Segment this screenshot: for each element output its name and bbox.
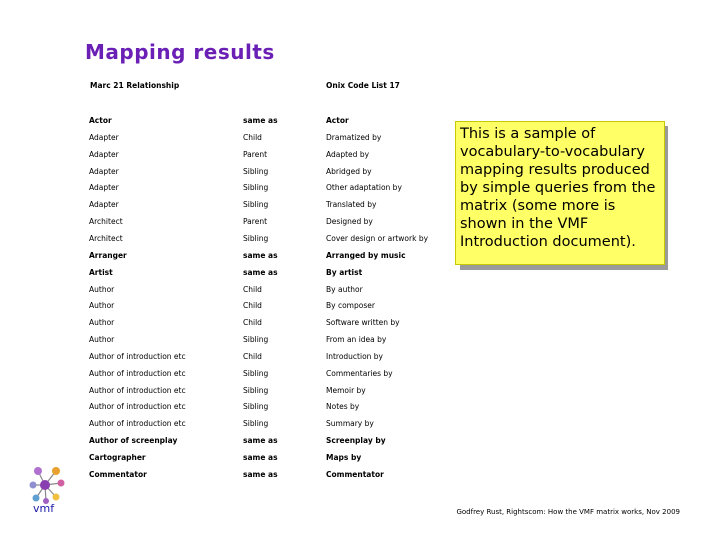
marc21-relationship-cell: Author of introduction etc — [89, 385, 186, 395]
relation-type-cell: same as — [243, 469, 278, 479]
marc21-relationship-cell: Arranger — [89, 250, 127, 260]
marc21-relationship-cell: Adapter — [89, 166, 119, 176]
marc21-relationship-cell: Author — [89, 335, 115, 345]
relation-type-cell: same as — [243, 436, 278, 446]
relation-type-cell: Child — [243, 351, 262, 361]
onix-code-cell: Maps by — [326, 453, 362, 462]
onix-code-cell: Commentaries by — [326, 368, 393, 378]
column-header-onix: Onix Code List 17 — [326, 81, 400, 90]
column-header-marc21: Marc 21 Relationship — [90, 81, 180, 90]
relation-type-cell: Parent — [243, 149, 268, 159]
relation-type-cell: Child — [243, 318, 262, 328]
onix-code-cell: Actor — [326, 116, 349, 125]
onix-code-cell: Introduction by — [326, 351, 384, 361]
onix-code-cell: By artist — [326, 267, 363, 277]
onix-code-cell: Designed by — [326, 217, 373, 227]
marc21-relationship-cell: Author of introduction etc — [89, 419, 186, 429]
onix-code-cell: Summary by — [326, 419, 374, 429]
marc21-relationship-cell: Author of introduction etc — [89, 351, 186, 361]
marc21-relationship-cell: Architect — [89, 217, 123, 227]
marc21-relationship-cell: Author of introduction etc — [89, 402, 186, 412]
onix-code-cell: Dramatized by — [326, 132, 382, 142]
onix-code-cell: From an idea by — [326, 335, 387, 345]
relation-type-cell: Sibling — [243, 233, 269, 243]
marc21-relationship-cell: Adapter — [89, 200, 119, 210]
relation-type-cell: Sibling — [243, 402, 269, 412]
marc21-relationship-cell: Author — [89, 301, 115, 311]
relation-type-cell: Parent — [243, 217, 268, 227]
marc21-relationship-cell: Author — [89, 318, 115, 328]
marc21-relationship-cell: Actor — [89, 116, 112, 125]
marc21-relationship-cell: Artist — [89, 267, 113, 277]
marc21-relationship-cell: Adapter — [89, 132, 119, 142]
relation-type-cell: Sibling — [243, 166, 269, 176]
relation-type-cell: Sibling — [243, 183, 269, 193]
vmf-logo-text: vmf — [33, 502, 55, 515]
onix-code-cell: Adapted by — [326, 149, 370, 159]
relation-type-cell: same as — [243, 250, 278, 260]
onix-code-cell: Abridged by — [326, 166, 372, 176]
onix-code-cell: Other adaptation by — [326, 183, 402, 193]
marc21-relationship-cell: Cartographer — [89, 453, 146, 462]
onix-code-cell: Notes by — [326, 402, 360, 412]
relation-type-cell: same as — [243, 453, 278, 462]
relation-type-cell: Sibling — [243, 385, 269, 395]
relation-type-cell: Sibling — [243, 335, 269, 345]
relation-type-cell: Sibling — [243, 368, 269, 378]
onix-code-cell: Arranged by music — [326, 250, 406, 260]
relation-type-cell: Sibling — [243, 200, 269, 210]
callout-note — [455, 121, 665, 267]
marc21-relationship-cell: Commentator — [89, 469, 147, 479]
marc21-relationship-cell: Adapter — [89, 149, 119, 159]
marc21-relationship-cell: Author — [89, 284, 115, 294]
footer-credit: Godfrey Rust, Rightscom: How the VMF matrix works, Nov 2009 — [456, 508, 680, 516]
onix-code-cell: Commentator — [326, 469, 384, 479]
marc21-relationship-cell: Architect — [89, 233, 123, 243]
relation-type-cell: Child — [243, 301, 262, 311]
onix-code-cell: Screenplay by — [326, 436, 386, 446]
callout-text: This is a sample of vocabulary-to-vocabulary mapping results produced by simple queries from the matrix (some more is shown in the VMF Introduction document). — [455, 121, 665, 265]
onix-code-cell: By composer — [326, 301, 375, 311]
relation-type-cell: same as — [243, 267, 278, 277]
relation-type-cell: Child — [243, 284, 262, 294]
onix-code-cell: Cover design or artwork by — [326, 233, 429, 243]
marc21-relationship-cell: Author of introduction etc — [89, 368, 186, 378]
onix-code-cell: Memoir by — [326, 385, 366, 395]
relation-type-cell: same as — [243, 116, 278, 125]
onix-code-cell: By author — [326, 284, 363, 294]
page-title: Mapping results — [85, 40, 275, 64]
marc21-relationship-cell: Author of screenplay — [89, 436, 178, 446]
relation-type-cell: Child — [243, 132, 262, 142]
onix-code-cell: Translated by — [326, 200, 377, 210]
marc21-relationship-cell: Adapter — [89, 183, 119, 193]
relation-type-cell: Sibling — [243, 419, 269, 429]
onix-code-cell: Software written by — [326, 318, 400, 328]
